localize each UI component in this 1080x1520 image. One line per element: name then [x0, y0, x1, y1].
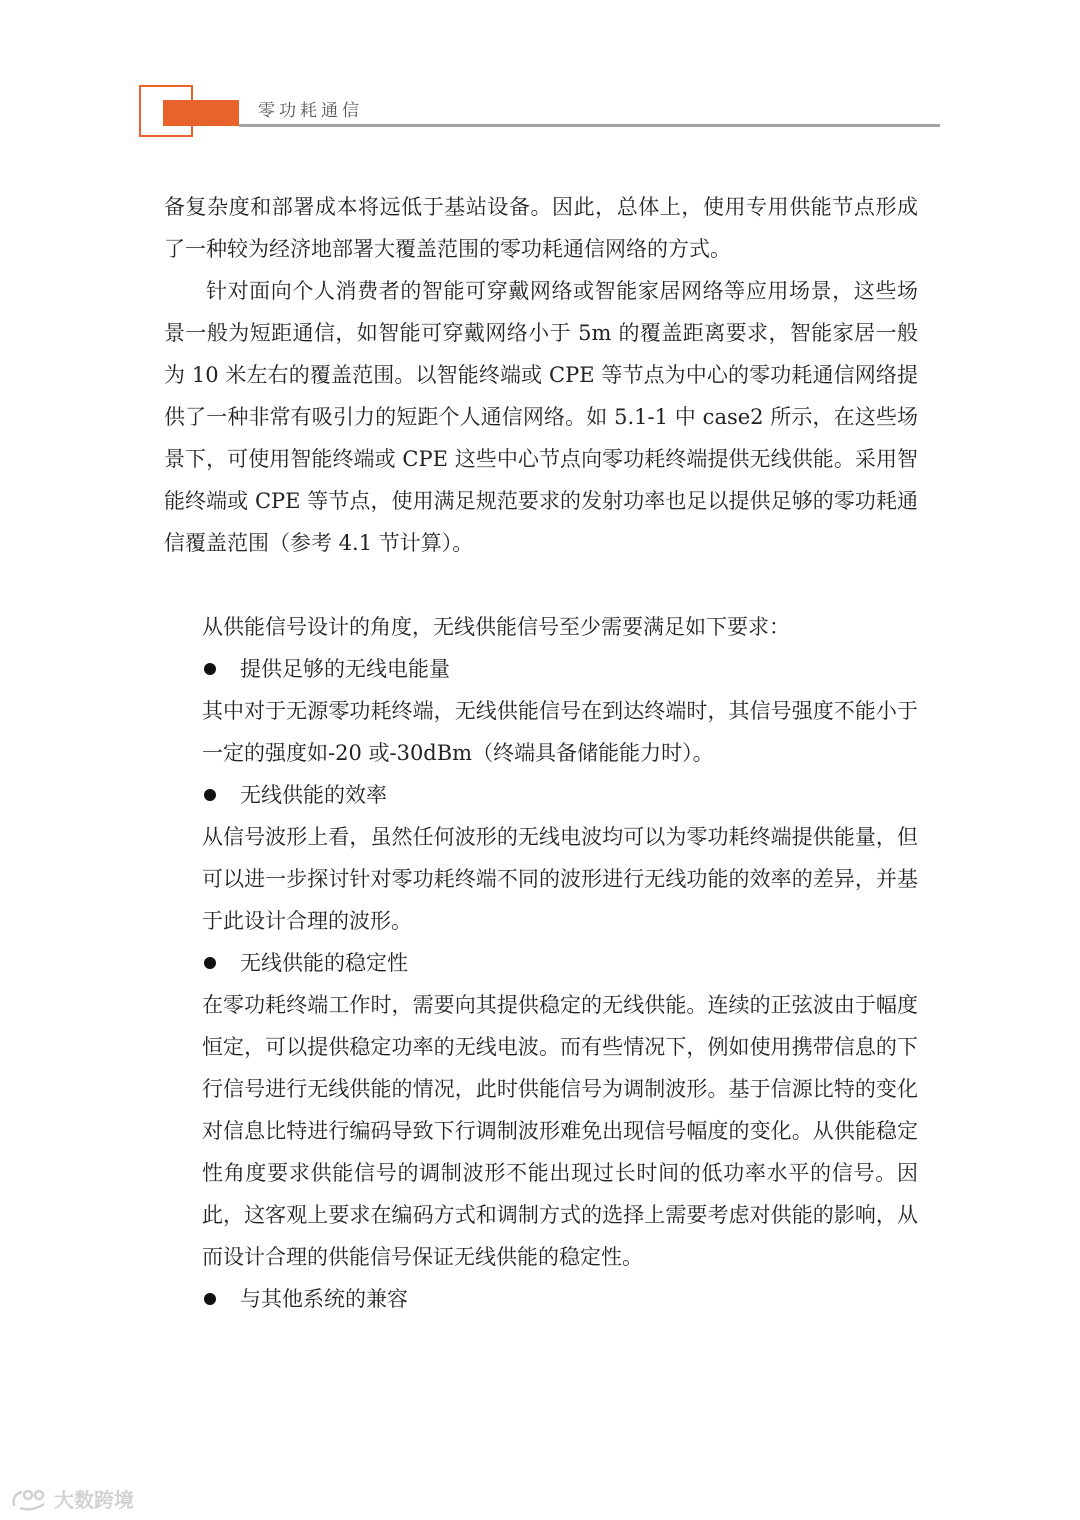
bullet-title: 无线供能的效率	[240, 783, 387, 807]
bullet-body: 其中对于无源零功耗终端，无线供能信号在到达终端时，其信号强度不能小于一定的强度如-20 或-30dBm（终端具备储能能力时）。	[202, 699, 918, 765]
watermark	[10, 1484, 134, 1513]
paragraph-requirements-intro: 从供能信号设计的角度，无线供能信号至少需要满足如下要求：	[202, 615, 790, 639]
header-accent-block	[163, 100, 239, 126]
watermark-logo-icon	[10, 1486, 50, 1512]
bullet-dot-icon	[204, 663, 216, 675]
bullet-title: 与其他系统的兼容	[240, 1287, 408, 1311]
paragraph-short-range: 针对面向个人消费者的智能可穿戴网络或智能家居网络等应用场景，这些场景一般为短距通信，如智能可穿戴网络小于 5m 的覆盖距离要求，智能家居一般为 10 米左右的覆盖范围。以智能终端或 CPE 等节点为中心的零功耗通信网络提供了一种非常有吸引力的短距个人通信网络。如 5.1-1 中 case2 所示，在这些场景下，可使用智能终端或 CPE 这些中心节点向零功耗终端提供无线供能。采用智能终端或 CPE 等节点，使用满足规范要求的发射功率也足以提供足够的零功耗通信覆盖范围（参考 4.1 节计算）。	[164, 279, 918, 555]
bullet-title: 无线供能的稳定性	[240, 951, 408, 975]
bullet-body: 在零功耗终端工作时，需要向其提供稳定的无线供能。连续的正弦波由于幅度恒定，可以提供稳定功率的无线电波。而有些情况下，例如使用携带信息的下行信号进行无线供能的情况，此时供能信号为调制波形。基于信源比特的变化对信息比特进行编码导致下行调制波形难免出现信号幅度的变化。从供能稳定性角度要求供能信号的调制波形不能出现过长时间的低功率水平的信号。因此，这客观上要求在编码方式和调制方式的选择上需要考虑对供能的影响，从而设计合理的供能信号保证无线供能的稳定性。	[202, 993, 918, 1269]
header-bracket-bottom	[139, 135, 193, 137]
bullet-dot-icon	[204, 957, 216, 969]
bullet-item	[164, 942, 918, 984]
bullet-item	[164, 774, 918, 816]
bullet-item	[164, 1278, 918, 1320]
paragraph-gap	[164, 564, 918, 606]
bullet-item	[164, 648, 918, 690]
bullet-dot-icon	[204, 1293, 216, 1305]
page-body	[164, 186, 918, 1320]
header-rule	[239, 124, 940, 127]
paragraph-continuation: 备复杂度和部署成本将远低于基站设备。因此，总体上，使用专用供能节点形成了一种较为经济地部署大覆盖范围的零功耗通信网络的方式。	[164, 195, 918, 261]
bullet-title: 提供足够的无线电能量	[240, 657, 450, 681]
bullet-dot-icon	[204, 789, 216, 801]
running-header-title: 零功耗通信	[258, 101, 363, 121]
bullet-body: 从信号波形上看，虽然任何波形的无线电波均可以为零功耗终端提供能量，但可以进一步探讨针对零功耗终端不同的波形进行无线功能的效率的差异，并基于此设计合理的波形。	[202, 825, 918, 933]
watermark-text: 大数跨境	[54, 1488, 134, 1512]
